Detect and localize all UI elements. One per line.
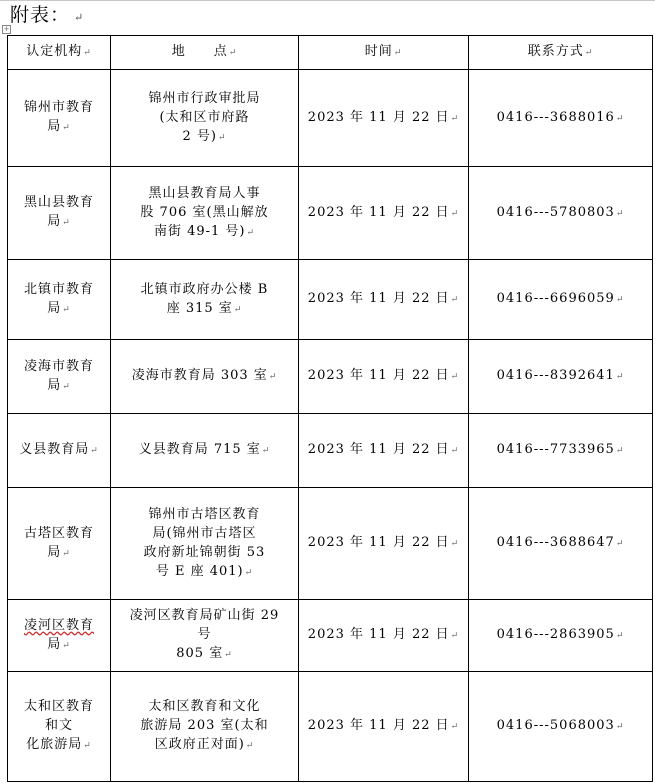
org-cell: 凌河区教育 局↵ <box>8 600 111 672</box>
header-org: 认定机构↵ <box>8 36 111 70</box>
contact-cell: 0416---7733965↵ <box>469 414 653 488</box>
contact-cell: 0416---2863905↵ <box>469 600 653 672</box>
table-row <box>8 414 653 488</box>
table-row <box>8 260 653 340</box>
table-row <box>8 167 653 260</box>
time-cell: 2023 年 11 月 22 日↵ <box>299 70 469 167</box>
header-place: 地 点↵ <box>111 36 299 70</box>
org-cell: 古塔区教育 局↵ <box>8 488 111 600</box>
time-cell: 2023 年 11 月 22 日↵ <box>299 488 469 600</box>
time-cell: 2023 年 11 月 22 日↵ <box>299 672 469 782</box>
table-row <box>8 600 653 672</box>
header-contact: 联系方式↵ <box>469 36 653 70</box>
place-cell: 义县教育局 715 室↵ <box>111 414 299 488</box>
table-row <box>8 70 653 167</box>
heading-text: 附表： <box>10 4 71 26</box>
contact-cell: 0416---3688016↵ <box>469 70 653 167</box>
place-cell: 凌河区教育局矿山街 29 号 805 室↵ <box>111 600 299 672</box>
place-cell: 锦州市古塔区教育 局(锦州市古塔区 政府新址锦朝街 53 号 E 座 401)↵ <box>111 488 299 600</box>
place-cell: 黑山县教育局人事 股 706 室(黑山解放 南街 49-1 号)↵ <box>111 167 299 260</box>
contact-cell: 0416---5068003↵ <box>469 672 653 782</box>
org-cell: 北镇市教育 局↵ <box>8 260 111 340</box>
contact-cell: 0416---8392641↵ <box>469 340 653 414</box>
table-row <box>8 488 653 600</box>
time-cell: 2023 年 11 月 22 日↵ <box>299 260 469 340</box>
time-cell: 2023 年 11 月 22 日↵ <box>299 340 469 414</box>
org-cell: 义县教育局↵ <box>8 414 111 488</box>
table-anchor-icon: + <box>3 25 10 33</box>
org-cell: 凌海市教育 局↵ <box>8 340 111 414</box>
heading <box>10 2 84 31</box>
table-header-row <box>8 36 653 70</box>
time-cell: 2023 年 11 月 22 日↵ <box>299 600 469 672</box>
org-cell: 太和区教育 和文 化旅游局↵ <box>8 672 111 782</box>
place-cell: 锦州市行政审批局 (太和区市府路 2 号)↵ <box>111 70 299 167</box>
time-cell: 2023 年 11 月 22 日↵ <box>299 414 469 488</box>
org-cell: 黑山县教育 局↵ <box>8 167 111 260</box>
place-cell: 凌海市教育局 303 室↵ <box>111 340 299 414</box>
org-cell: 锦州市教育 局↵ <box>8 70 111 167</box>
contact-cell: 0416---6696059↵ <box>469 260 653 340</box>
page-top-border <box>0 0 655 1</box>
paragraph-mark-icon: ↵ <box>74 11 85 24</box>
contact-cell: 0416---5780803↵ <box>469 167 653 260</box>
header-time: 时间↵ <box>299 36 469 70</box>
time-cell: 2023 年 11 月 22 日↵ <box>299 167 469 260</box>
place-cell: 太和区教育和文化 旅游局 203 室(太和 区政府正对面)↵ <box>111 672 299 782</box>
place-cell: 北镇市政府办公楼 B 座 315 室↵ <box>111 260 299 340</box>
contact-cell: 0416---3688647↵ <box>469 488 653 600</box>
table-row <box>8 672 653 782</box>
certification-table <box>7 35 653 782</box>
table-row <box>8 340 653 414</box>
